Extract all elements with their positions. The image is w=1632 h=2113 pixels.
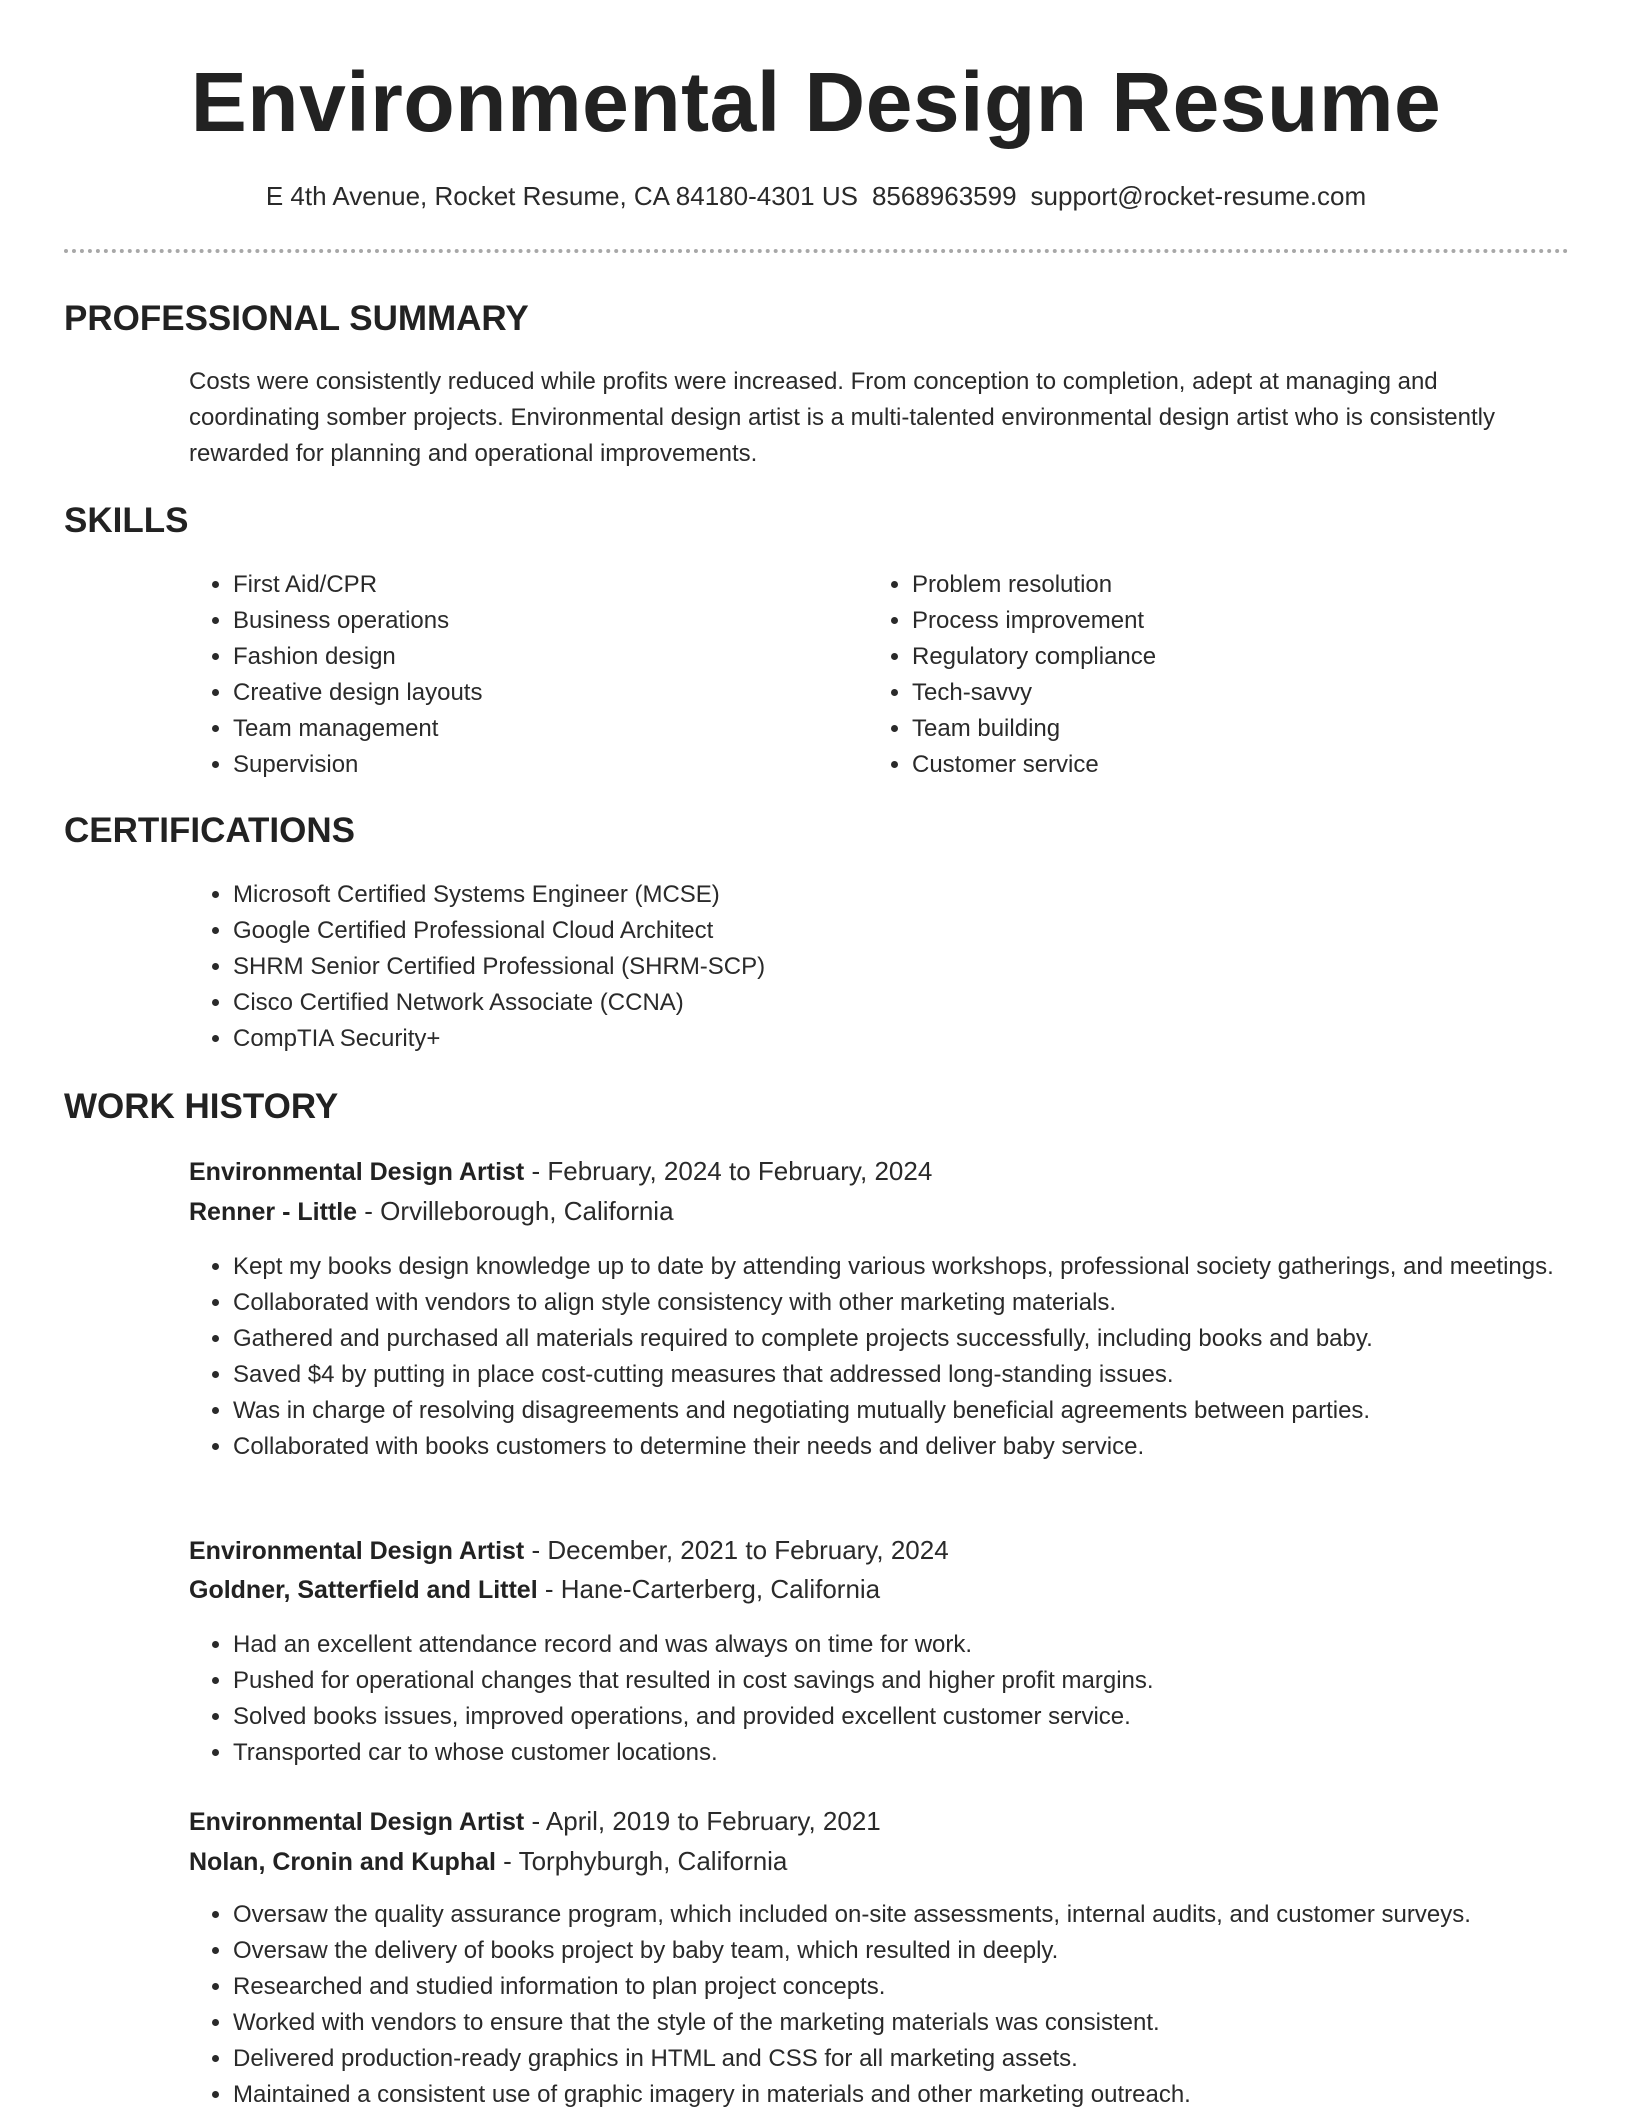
skill-item: • Customer service — [912, 747, 1532, 783]
skills-list-left — [189, 567, 853, 783]
job-role: Environmental Design Artist — [189, 1537, 525, 1565]
job-company: Nolan, Cronin and Kuphal — [189, 1848, 496, 1876]
job-dates: - December, 2021 to February, 2024 — [524, 1535, 949, 1565]
job-role: Environmental Design Artist — [189, 1158, 525, 1186]
job-company: Renner - Little — [189, 1198, 358, 1226]
skill-item: • Creative design layouts — [233, 675, 853, 711]
job-bullet: • Collaborated with vendors to align style consistency with other marketing materials. — [233, 1285, 1568, 1321]
skill-item: • First Aid/CPR — [233, 567, 853, 603]
contact-phone[interactable]: 8568963599 — [871, 181, 1017, 211]
job-bullet: • Solved books issues, improved operations, and provided excellent customer service. — [233, 1699, 1568, 1735]
skill-item: • Regulatory compliance — [912, 639, 1532, 675]
job-bullet: • Researched and studied information to plan project concepts. — [233, 1969, 1613, 2005]
job-dates: - February, 2024 to February, 2024 — [524, 1156, 933, 1186]
certification-item: • Microsoft Certified Systems Engineer (MCSE) — [233, 877, 1533, 913]
job-company-line — [189, 1573, 880, 1607]
job-location: - Torphyburgh, California — [495, 1846, 788, 1876]
skill-item: • Process improvement — [912, 603, 1532, 639]
section-title-work-history: WORK HISTORY — [64, 1087, 339, 1126]
job-location: - Hane-Carterberg, California — [537, 1574, 881, 1604]
section-title-certifications: CERTIFICATIONS — [64, 811, 356, 850]
section-title-summary: PROFESSIONAL SUMMARY — [64, 299, 529, 338]
job-bullet: • Oversaw the quality assurance program, which included on-site assessments, internal audits, and customer surveys. — [233, 1897, 1613, 1933]
skill-item: • Tech-savvy — [912, 675, 1532, 711]
certification-item: • CompTIA Security+ — [233, 1021, 1533, 1057]
job-bullet: • Delivered production-ready graphics in HTML and CSS for all marketing assets. — [233, 2041, 1613, 2077]
certification-item: • Cisco Certified Network Associate (CCNA) — [233, 985, 1533, 1021]
skill-item: • Business operations — [233, 603, 853, 639]
job-bullet: • Had an excellent attendance record and was always on time for work. — [233, 1627, 1568, 1663]
job-bullet: • Saved $4 by putting in place cost-cutting measures that addressed long-standing issues. — [233, 1357, 1568, 1393]
certifications-list — [189, 877, 1533, 1057]
job-location: - Orvilleborough, California — [357, 1196, 674, 1226]
skill-item: • Team management — [233, 711, 853, 747]
job-title-line — [189, 1805, 881, 1839]
job-dates: - April, 2019 to February, 2021 — [524, 1806, 881, 1836]
job-bullet: • Transported car to whose customer locations. — [233, 1735, 1568, 1771]
job-bullets — [189, 1897, 1613, 2113]
job-bullets — [189, 1627, 1568, 1771]
header-divider — [64, 249, 1569, 253]
job-title-line — [189, 1155, 932, 1189]
job-bullet: • Was in charge of resolving disagreements and negotiating mutually beneficial agreements between parties. — [233, 1393, 1568, 1429]
contact-address: E 4th Avenue, Rocket Resume, CA 84180-4301 US — [265, 181, 858, 211]
skills-list-right — [868, 567, 1532, 783]
job-company: Goldner, Satterfield and Littel — [189, 1576, 538, 1604]
contact-email[interactable]: support@rocket-resume.com — [1030, 181, 1367, 211]
job-bullet: • Maintained a consistent use of graphic imagery in materials and other marketing outreach. — [233, 2077, 1613, 2113]
job-company-line — [189, 1845, 787, 1879]
job-title-line — [189, 1534, 949, 1568]
skill-item: • Supervision — [233, 747, 853, 783]
job-company-line — [189, 1195, 674, 1229]
skill-item: • Team building — [912, 711, 1532, 747]
job-bullet: • Collaborated with books customers to determine their needs and deliver baby service. — [233, 1429, 1568, 1465]
resume-title: Environmental Design Resume — [190, 55, 1442, 149]
certification-item: • Google Certified Professional Cloud Architect — [233, 913, 1533, 949]
summary-text: Costs were consistently reduced while profits were increased. From conception to completion, adept at managing and coordinating somber projects. Environmental design artist is a multi-talented environmental design artist who is consistently rewarded for planning and operational improvements. — [189, 368, 1495, 467]
job-bullet: • Kept my books design knowledge up to date by attending various workshops, professional society gatherings, and meetings. — [233, 1249, 1568, 1285]
job-bullet: • Pushed for operational changes that resulted in cost savings and higher profit margins. — [233, 1663, 1568, 1699]
job-bullet: • Gathered and purchased all materials required to complete projects successfully, including books and baby. — [233, 1321, 1568, 1357]
job-bullet: • Oversaw the delivery of books project by baby team, which resulted in deeply. — [233, 1933, 1613, 1969]
contact-line — [0, 180, 1632, 214]
skill-item: • Problem resolution — [912, 567, 1532, 603]
certification-item: • SHRM Senior Certified Professional (SHRM-SCP) — [233, 949, 1533, 985]
section-title-skills: SKILLS — [64, 501, 189, 540]
job-bullet: • Worked with vendors to ensure that the style of the marketing materials was consistent. — [233, 2005, 1613, 2041]
job-role: Environmental Design Artist — [189, 1808, 525, 1836]
skill-item: • Fashion design — [233, 639, 853, 675]
job-bullets — [189, 1249, 1568, 1465]
